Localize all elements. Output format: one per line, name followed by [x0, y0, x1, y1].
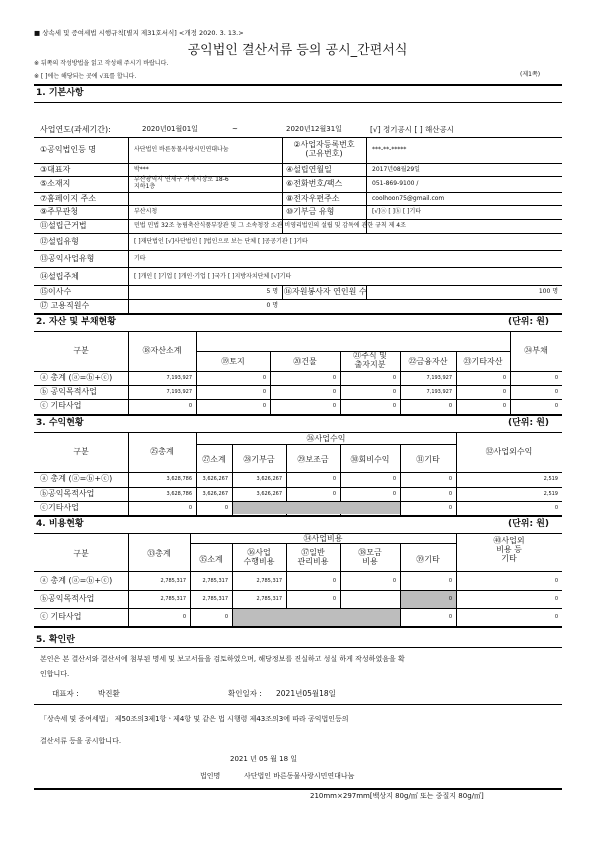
assets-header-liabilities: ㉔부채	[524, 346, 548, 355]
assets-value-cell: 0	[392, 389, 396, 395]
expense-value-cell: 0	[554, 614, 558, 620]
assets-category-header: 구분	[73, 346, 89, 355]
announcement-date: 2021 년 05 월 18 일	[230, 755, 298, 763]
instruction-note: ※ 뒤쪽의 작성방법을 읽고 작성해 주시기 바랍니다.	[34, 60, 169, 67]
expense-header-admin: ㊲일반 관리비용	[297, 548, 329, 566]
revenue-value-cell: 2,519	[543, 491, 558, 497]
volunteers-label: ⑯자원봉사자 연인원 수	[284, 287, 367, 296]
employees-label: ⑰ 고용직원수	[40, 301, 90, 310]
assets-header-other: ㉓기타자산	[463, 357, 503, 366]
law-statement-cont: 결산서류 등을 공시합니다.	[40, 737, 122, 745]
revenue-value-cell: 0	[448, 505, 452, 511]
corp-name-value: 사단법인 바른동물사랑시민연대나눔	[244, 772, 355, 780]
revenue-value-cell: 0	[332, 476, 336, 482]
expense-category-header: 구분	[73, 549, 89, 558]
assets-value-cell: 0	[554, 389, 558, 395]
revenue-header-total: ㉕총계	[150, 447, 174, 456]
corp-name-label: 법인명	[200, 772, 221, 780]
expense-value-cell: 2,785,317	[160, 596, 186, 602]
revenue-row-other-label: ⓒ기타사업	[40, 503, 79, 512]
expense-value-cell: 2,785,317	[160, 578, 186, 584]
expense-value-cell: 0	[332, 578, 336, 584]
assets-row-public-label: ⓑ 공익목적사업	[40, 387, 97, 396]
founding-type-label: ⑫설립유형	[40, 237, 79, 246]
expense-header-subtotal: ㉟소계	[199, 555, 223, 564]
bizno-label: ②사업자등록번호 (고유번호)	[293, 140, 355, 159]
revenue-header-subsidy: ㉙보조금	[297, 455, 329, 464]
revenue-group-header: ㉖사업수익	[306, 434, 346, 443]
page-title: 공익법인 결산서류 등의 공시_간편서식	[187, 43, 408, 58]
assets-value-cell: 7,193,927	[166, 389, 192, 395]
expense-header-nonoperating: ㊵사업외 비용 등 기타	[493, 536, 525, 563]
expense-value-cell: 0	[332, 596, 336, 602]
revenue-value-cell: 3,628,786	[166, 476, 192, 482]
assets-row-other-label: ⓒ 기타사업	[40, 401, 82, 410]
assets-value-cell: 0	[262, 375, 266, 381]
expense-value-cell: 0	[182, 614, 186, 620]
established-label: ④설립연월일	[286, 165, 332, 174]
form-reference: ■ 상속세 및 증여세법 시행규칙[별지 제31호서식] <개정 2020. 3. 13.>	[34, 29, 244, 37]
assets-value-cell: 0	[448, 403, 452, 409]
expense-header-fundraising: ㊳모금 비용	[358, 548, 382, 566]
revenue-row-public-label: ⓑ공익목적사업	[40, 489, 95, 498]
business-type-value: 기타	[134, 255, 146, 262]
revenue-value-cell: 0	[392, 491, 396, 497]
assets-value-cell: 0	[554, 375, 558, 381]
revenue-value-cell: 0	[224, 505, 228, 511]
expense-value-cell: 2,785,317	[256, 578, 282, 584]
revenue-header-subtotal: ㉗소계	[202, 455, 226, 464]
founder-checkboxes[interactable]: [ ]개인 [ ]기업 [ ]개인·기업 [ ]국가 [ ]지방자치단체 [√]기타	[134, 273, 292, 280]
section-assets-title: 2. 자산 및 부채현황	[36, 317, 116, 327]
revenue-value-cell: 3,626,267	[202, 491, 228, 497]
representative-value: 박***	[134, 166, 149, 173]
homepage-label: ⑦홈페이지 주소	[40, 194, 97, 203]
expense-value-cell: 0	[554, 578, 558, 584]
section-revenue-title: 3. 수익현황	[36, 418, 84, 428]
law-statement: 「상속세 및 증여세법」 제50조의3제1항ㆍ제4항 및 같은 법 시행령 제43조의3에 따라 공익법인등의	[40, 715, 349, 723]
fiscal-year-label: 사업연도(과세기간):	[40, 125, 111, 134]
fiscal-start: 2020년01월01일	[142, 125, 198, 133]
employees-value: 0 명	[266, 302, 278, 309]
revenue-unit: (단위: 원)	[508, 418, 550, 428]
expense-header-other: ㊴기타	[416, 555, 440, 564]
checkmark-note: ※ [ ]에는 해당되는 곳에 √표를 합니다.	[34, 73, 137, 80]
expense-value-cell: 0	[224, 614, 228, 620]
expense-header-total: ㉝총계	[147, 549, 171, 558]
directors-value: 5 명	[266, 288, 278, 295]
bizno-value: ***-**-*****	[372, 146, 407, 153]
founding-type-checkboxes[interactable]: [ ]재단법인 [√]사단법인 [ ]법인으로 보는 단체 [ ]공공기관 [ ]기타	[134, 238, 308, 245]
org-name-label: ①공익법인등 명	[40, 145, 97, 154]
revenue-row-total-label: ⓐ 총계 (ⓐ=ⓑ+ⓒ)	[40, 474, 113, 483]
revenue-value-cell: 3,626,267	[256, 491, 282, 497]
assets-value-cell: 7,193,927	[166, 375, 192, 381]
assets-header-land: ⑲토지	[221, 357, 245, 366]
fiscal-end: 2020년12월31일	[286, 125, 342, 133]
confirm-statement: 본인은 본 결산서와 결산서에 첨부된 명세 및 보고서들을 검토하였으며, 해당정보를 진실하고 성실 하게 작성하였음을 확	[40, 655, 405, 663]
expense-value-cell: 0	[448, 578, 452, 584]
expense-value-cell: 0	[448, 614, 452, 620]
volunteers-value: 100 명	[538, 288, 558, 295]
assets-value-cell: 0	[392, 375, 396, 381]
confirm-rep-name: 박진환	[98, 689, 120, 698]
confirm-date-value: 2021년05월18일	[276, 689, 336, 698]
assets-header-building: ⑳건물	[293, 357, 317, 366]
expense-row-public-label: ⓑ공익목적사업	[40, 594, 95, 603]
expense-row-total-label: ⓐ 총계 (ⓐ=ⓑ+ⓒ)	[40, 576, 113, 585]
directors-label: ⑮이사수	[40, 287, 72, 296]
assets-value-cell: 0	[554, 403, 558, 409]
assets-value-cell: 0	[502, 375, 506, 381]
expense-value-cell: 2,785,317	[202, 578, 228, 584]
authority-label: ⑨주무관청	[40, 207, 79, 216]
org-name-value: 사단법인 바른동물사랑시민연대나눔	[134, 146, 229, 153]
address-label: ⑤소재지	[40, 179, 71, 188]
assets-value-cell: 0	[188, 403, 192, 409]
revenue-value-cell: 2,519	[543, 476, 558, 482]
section-expense-title: 4. 비용현황	[36, 519, 84, 529]
revenue-value-cell: 0	[332, 491, 336, 497]
phone-fax-value: 051-869-9100 /	[372, 180, 419, 187]
donation-type-label: ⑩기부금 유형	[286, 207, 335, 216]
confirm-statement-cont: 인합니다.	[40, 670, 70, 678]
revenue-value-cell: 3,626,267	[202, 476, 228, 482]
revenue-header-dues: ㉚회비수익	[350, 455, 390, 464]
assets-value-cell: 7,193,927	[426, 375, 452, 381]
assets-value-cell: 0	[262, 403, 266, 409]
revenue-value-cell: 0	[392, 476, 396, 482]
revenue-header-other: ㉛기타	[416, 455, 440, 464]
expense-header-operation: ㊱사업 수행비용	[243, 548, 275, 566]
revenue-value-cell: 0	[554, 505, 558, 511]
assets-value-cell: 7,193,927	[426, 389, 452, 395]
expense-unit: (단위: 원)	[508, 519, 550, 529]
assets-value-cell: 0	[502, 403, 506, 409]
section-basic-title: 1. 기본사항	[36, 88, 84, 98]
page-number: (제1쪽)	[520, 71, 541, 78]
fiscal-tilde: ~	[232, 125, 238, 133]
basis-law-label: ⑪설립근거법	[40, 221, 87, 230]
assets-value-cell: 0	[392, 403, 396, 409]
donation-type-checkboxes[interactable]: [√]ⓐ [ ]ⓑ [ ]기타	[372, 208, 422, 215]
section-confirm-title: 5. 확인란	[36, 635, 75, 645]
revenue-category-header: 구분	[73, 447, 89, 456]
assets-header-financial: ㉒금융자산	[408, 357, 448, 366]
confirm-date-label: 확인일자 :	[228, 689, 262, 698]
assets-value-cell: 0	[262, 389, 266, 395]
assets-unit: (단위: 원)	[508, 317, 550, 327]
assets-value-cell: 0	[502, 389, 506, 395]
authority-value: 부산시청	[134, 208, 158, 215]
basis-law-value: 민법 민법 32조 농림축산식품부장관 및 그 소속청장 소관 비영리법인의 설립 및 감독에 관한 규칙 제 4조	[134, 222, 406, 229]
revenue-header-donation: ㉘기부금	[243, 455, 275, 464]
expense-value-cell: 0	[554, 596, 558, 602]
confirm-rep-label: 대표자 :	[52, 689, 79, 698]
revenue-value-cell: 3,628,786	[166, 491, 192, 497]
address-value: 부산광역시 연제구 거제시장로 18-6 지하1층	[134, 176, 229, 190]
founder-label: ⑭설립주체	[40, 272, 79, 281]
assets-value-cell: 0	[332, 375, 336, 381]
paper-spec: 210mm×297mm[백상지 80g/㎡ 또는 중질지 80g/㎡]	[310, 792, 484, 800]
revenue-value-cell: 0	[448, 491, 452, 497]
revenue-value-cell: 0	[188, 505, 192, 511]
email-label: ⑧전자우편주소	[286, 194, 340, 203]
representative-label: ③대표자	[40, 165, 71, 174]
revenue-header-nonoperating: ㉜사업외수익	[485, 447, 533, 456]
expense-value-cell: 0	[448, 596, 452, 602]
assets-row-total-label: ⓐ 총계 (ⓐ=ⓑ+ⓒ)	[40, 373, 113, 382]
revenue-value-cell: 3,626,267	[256, 476, 282, 482]
phone-fax-label: ⑥전화번호/팩스	[286, 179, 343, 188]
email-value: coolhoon75@gmail.com	[372, 195, 445, 202]
established-value: 2017년08월29일	[372, 166, 420, 173]
disclosure-type-checkboxes[interactable]: [√] 정기공시 [ ] 해산공시	[370, 125, 454, 134]
revenue-value-cell: 0	[448, 476, 452, 482]
assets-value-cell: 0	[332, 403, 336, 409]
expense-group-header: ㉞사업비용	[303, 534, 343, 543]
business-type-label: ⑬공익사업유형	[40, 254, 95, 263]
expense-value-cell: 0	[392, 578, 396, 584]
expense-value-cell: 2,785,317	[202, 596, 228, 602]
assets-header-subtotal: ⑱자산소계	[142, 346, 182, 355]
assets-value-cell: 0	[332, 389, 336, 395]
expense-value-cell: 2,785,317	[256, 596, 282, 602]
assets-header-stocks: ㉑주식 및 출자지분	[353, 351, 387, 369]
expense-row-other-label: ⓒ 기타사업	[40, 612, 82, 621]
